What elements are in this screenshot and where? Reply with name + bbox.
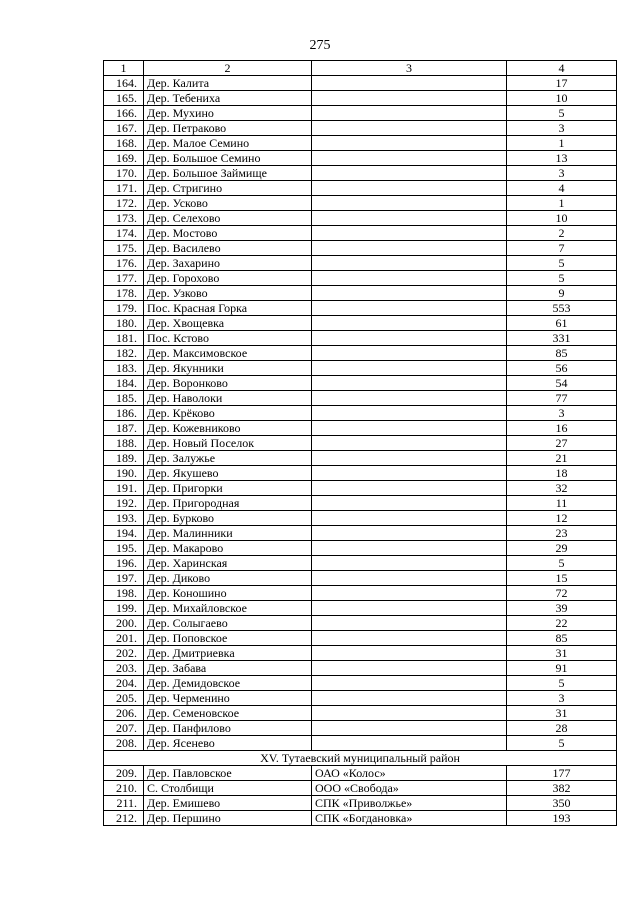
row-number: 170. [104,166,144,181]
table-row [104,736,617,751]
organization-name [312,361,507,376]
table-row [104,586,617,601]
row-number: 171. [104,181,144,196]
count-value: 9 [507,286,617,301]
row-number: 192. [104,496,144,511]
table-row [104,571,617,586]
table-row [104,661,617,676]
organization-name [312,571,507,586]
settlement-name: Дер. Пригорки [144,481,312,496]
settlement-name: Дер. Тебениха [144,91,312,106]
table-row [104,241,617,256]
row-number: 191. [104,481,144,496]
table-row [104,631,617,646]
settlement-name: Дер. Диково [144,571,312,586]
table-body-section [104,766,617,826]
table-row [104,301,617,316]
settlement-name: Дер. Воронково [144,376,312,391]
table-row [104,136,617,151]
settlement-name: Дер. Малинники [144,526,312,541]
row-number: 167. [104,121,144,136]
organization-name [312,76,507,91]
page-number: 275 [309,38,331,53]
row-number: 182. [104,346,144,361]
count-value: 177 [507,766,617,781]
table-row [104,166,617,181]
count-value: 17 [507,76,617,91]
organization-name [312,181,507,196]
row-number: 174. [104,226,144,241]
count-value: 2 [507,226,617,241]
section-title: XV. Тутаевский муниципальный район [104,751,617,766]
row-number: 164. [104,76,144,91]
settlement-name: Дер. Усково [144,196,312,211]
row-number: 189. [104,451,144,466]
row-number: 179. [104,301,144,316]
settlement-name: Дер. Калита [144,76,312,91]
row-number: 198. [104,586,144,601]
settlement-name: Дер. Якунники [144,361,312,376]
settlements-table [103,60,617,826]
organization-name [312,196,507,211]
organization-name [312,541,507,556]
count-value: 3 [507,166,617,181]
row-number: 185. [104,391,144,406]
row-number: 172. [104,196,144,211]
table-row [104,226,617,241]
organization-name [312,346,507,361]
count-value: 22 [507,616,617,631]
row-number: 173. [104,211,144,226]
count-value: 5 [507,556,617,571]
settlement-name: Дер. Малое Семино [144,136,312,151]
table-row [104,496,617,511]
section-block [104,751,617,766]
settlement-name: Дер. Большое Займище [144,166,312,181]
column-header: 2 [144,61,312,76]
table-row [104,796,617,811]
organization-name [312,496,507,511]
row-number: 202. [104,646,144,661]
table-row [104,541,617,556]
table-row [104,721,617,736]
table-row [104,376,617,391]
row-number: 201. [104,631,144,646]
table-row [104,481,617,496]
count-value: 27 [507,436,617,451]
row-number: 204. [104,676,144,691]
row-number: 200. [104,616,144,631]
organization-name [312,676,507,691]
settlement-name: Дер. Мухино [144,106,312,121]
count-value: 28 [507,721,617,736]
organization-name [312,106,507,121]
count-value: 39 [507,601,617,616]
settlement-name: Дер. Харинская [144,556,312,571]
organization-name [312,91,507,106]
table-row [104,76,617,91]
settlement-name: Дер. Узково [144,286,312,301]
table-row [104,316,617,331]
settlement-name: Дер. Стригино [144,181,312,196]
table-row [104,676,617,691]
count-value: 4 [507,181,617,196]
row-number: 168. [104,136,144,151]
row-number: 197. [104,571,144,586]
row-number: 184. [104,376,144,391]
table-row [104,436,617,451]
settlement-name: С. Столбищи [144,781,312,796]
column-header: 4 [507,61,617,76]
organization-name: ОАО «Колос» [312,766,507,781]
settlement-name: Дер. Першино [144,811,312,826]
organization-name [312,481,507,496]
count-value: 5 [507,736,617,751]
count-value: 23 [507,526,617,541]
settlement-name: Дер. Залужье [144,451,312,466]
settlement-name: Дер. Крёково [144,406,312,421]
organization-name [312,466,507,481]
organization-name [312,241,507,256]
table-row [104,196,617,211]
organization-name [312,376,507,391]
settlement-name: Дер. Панфилово [144,721,312,736]
table-row [104,421,617,436]
row-number: 180. [104,316,144,331]
row-number: 165. [104,91,144,106]
row-number: 188. [104,436,144,451]
row-number: 199. [104,601,144,616]
count-value: 11 [507,496,617,511]
organization-name [312,451,507,466]
table-row [104,781,617,796]
organization-name [312,406,507,421]
table-row [104,256,617,271]
settlement-name: Дер. Павловское [144,766,312,781]
settlement-name: Пос. Кстово [144,331,312,346]
count-value: 350 [507,796,617,811]
settlement-name: Дер. Селехово [144,211,312,226]
row-number: 196. [104,556,144,571]
count-value: 13 [507,151,617,166]
settlement-name: Дер. Хвощевка [144,316,312,331]
count-value: 382 [507,781,617,796]
count-value: 10 [507,91,617,106]
settlement-name: Дер. Мостово [144,226,312,241]
settlement-name: Пос. Красная Горка [144,301,312,316]
settlement-name: Дер. Поповское [144,631,312,646]
table-row [104,391,617,406]
table-row [104,466,617,481]
table-row [104,691,617,706]
settlement-name: Дер. Коношино [144,586,312,601]
row-number: 177. [104,271,144,286]
table-body-main [104,76,617,751]
table-row [104,286,617,301]
settlement-name: Дер. Максимовское [144,346,312,361]
table-row [104,706,617,721]
row-number: 208. [104,736,144,751]
count-value: 31 [507,646,617,661]
organization-name: ООО «Свобода» [312,781,507,796]
count-value: 3 [507,121,617,136]
table-row [104,406,617,421]
count-value: 3 [507,691,617,706]
organization-name [312,661,507,676]
organization-name [312,301,507,316]
table-row [104,601,617,616]
settlement-name: Дер. Наволоки [144,391,312,406]
count-value: 3 [507,406,617,421]
organization-name: СПК «Приволжье» [312,796,507,811]
count-value: 5 [507,271,617,286]
table-row [104,346,617,361]
settlement-name: Дер. Черменино [144,691,312,706]
organization-name [312,631,507,646]
organization-name [312,646,507,661]
count-value: 31 [507,706,617,721]
row-number: 166. [104,106,144,121]
count-value: 5 [507,676,617,691]
organization-name [312,706,507,721]
organization-name [312,421,507,436]
organization-name [312,166,507,181]
row-number: 207. [104,721,144,736]
organization-name [312,256,507,271]
organization-name [312,601,507,616]
row-number: 178. [104,286,144,301]
row-number: 194. [104,526,144,541]
organization-name [312,136,507,151]
row-number: 183. [104,361,144,376]
count-value: 77 [507,391,617,406]
settlement-name: Дер. Якушево [144,466,312,481]
organization-name [312,691,507,706]
table-row [104,181,617,196]
settlement-name: Дер. Горохово [144,271,312,286]
table-row [104,766,617,781]
row-number: 169. [104,151,144,166]
table-row [104,361,617,376]
count-value: 91 [507,661,617,676]
table-row [104,511,617,526]
column-header: 1 [104,61,144,76]
count-value: 10 [507,211,617,226]
organization-name [312,391,507,406]
settlement-name: Дер. Забава [144,661,312,676]
settlement-name: Дер. Большое Семино [144,151,312,166]
row-number: 205. [104,691,144,706]
row-number: 190. [104,466,144,481]
settlement-name: Дер. Демидовское [144,676,312,691]
count-value: 12 [507,511,617,526]
count-value: 15 [507,571,617,586]
count-value: 5 [507,106,617,121]
table-header-row [104,61,617,76]
count-value: 85 [507,631,617,646]
organization-name [312,436,507,451]
table-row [104,91,617,106]
count-value: 72 [507,586,617,601]
column-header: 3 [312,61,507,76]
table-row [104,331,617,346]
organization-name [312,736,507,751]
table-row [104,556,617,571]
organization-name [312,151,507,166]
organization-name [312,616,507,631]
row-number: 210. [104,781,144,796]
row-number: 195. [104,541,144,556]
count-value: 553 [507,301,617,316]
count-value: 29 [507,541,617,556]
count-value: 54 [507,376,617,391]
organization-name [312,316,507,331]
settlement-name: Дер. Петраково [144,121,312,136]
table-row [104,646,617,661]
row-number: 176. [104,256,144,271]
organization-name [312,271,507,286]
settlement-name: Дер. Солыгаево [144,616,312,631]
settlement-name: Дер. Захарино [144,256,312,271]
count-value: 193 [507,811,617,826]
count-value: 18 [507,466,617,481]
table-row [104,616,617,631]
organization-name [312,526,507,541]
row-number: 175. [104,241,144,256]
row-number: 186. [104,406,144,421]
count-value: 85 [507,346,617,361]
row-number: 209. [104,766,144,781]
count-value: 56 [507,361,617,376]
organization-name [312,286,507,301]
count-value: 1 [507,136,617,151]
organization-name: СПК «Богдановка» [312,811,507,826]
count-value: 1 [507,196,617,211]
settlement-name: Дер. Семеновское [144,706,312,721]
count-value: 32 [507,481,617,496]
table-row [104,121,617,136]
count-value: 21 [507,451,617,466]
table-row [104,811,617,826]
organization-name [312,511,507,526]
settlement-name: Дер. Макарово [144,541,312,556]
row-number: 193. [104,511,144,526]
settlement-name: Дер. Михайловское [144,601,312,616]
organization-name [312,556,507,571]
count-value: 61 [507,316,617,331]
organization-name [312,331,507,346]
settlement-name: Дер. Василево [144,241,312,256]
table-row [104,451,617,466]
table-row [104,151,617,166]
section-row [104,751,617,766]
table-row [104,271,617,286]
settlement-name: Дер. Кожевниково [144,421,312,436]
row-number: 181. [104,331,144,346]
table-row [104,211,617,226]
row-number: 206. [104,706,144,721]
count-value: 5 [507,256,617,271]
organization-name [312,226,507,241]
count-value: 7 [507,241,617,256]
count-value: 16 [507,421,617,436]
organization-name [312,586,507,601]
count-value: 331 [507,331,617,346]
row-number: 212. [104,811,144,826]
settlement-name: Дер. Бурково [144,511,312,526]
settlement-name: Дер. Емишево [144,796,312,811]
settlement-name: Дер. Пригородная [144,496,312,511]
organization-name [312,211,507,226]
organization-name [312,721,507,736]
settlement-name: Дер. Дмитриевка [144,646,312,661]
settlement-name: Дер. Ясенево [144,736,312,751]
row-number: 211. [104,796,144,811]
row-number: 187. [104,421,144,436]
settlement-name: Дер. Новый Поселок [144,436,312,451]
organization-name [312,121,507,136]
table-row [104,526,617,541]
table-row [104,106,617,121]
row-number: 203. [104,661,144,676]
